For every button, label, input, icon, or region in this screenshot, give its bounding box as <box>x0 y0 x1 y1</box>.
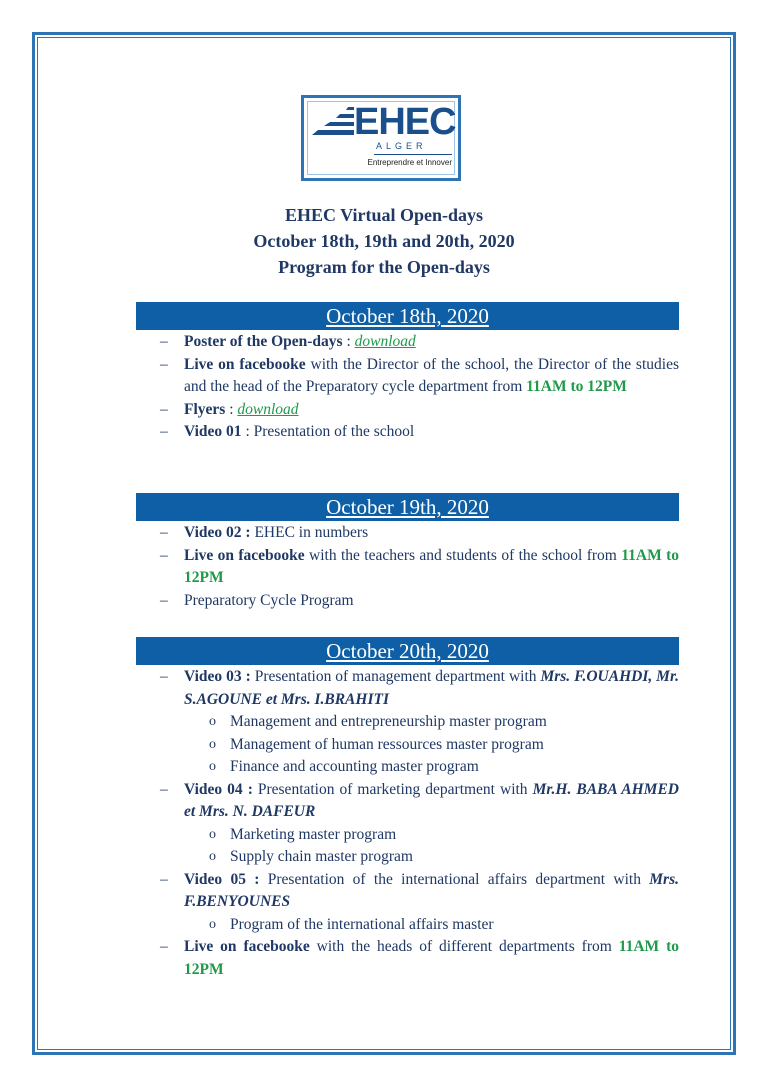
day3-list <box>136 666 679 981</box>
section-title: October 20th, 2020 <box>326 639 489 663</box>
document-title <box>0 202 768 280</box>
list-item: – Live on facebooke with the heads of different departments from 11AM to 12PM <box>136 936 679 981</box>
list-item: – Video 04 : Presentation of marketing department with Mr.H. BABA AHMED et Mrs. N. DAFEUR <box>136 779 679 824</box>
sub-list-item: o Supply chain master program <box>136 846 679 869</box>
list-item: – Poster of the Open-days : download <box>136 331 679 354</box>
section-title: October 18th, 2020 <box>326 304 489 328</box>
logo-wordmark: EHEC <box>354 101 456 143</box>
list-item: – Preparatory Cycle Program <box>136 590 679 613</box>
sub-list-item: o Finance and accounting master program <box>136 756 679 779</box>
sub-list-item: o Management of human ressources master program <box>136 734 679 757</box>
ehec-logo <box>301 95 461 181</box>
sub-list-item: o Marketing master program <box>136 824 679 847</box>
list-item: – Video 01 : Presentation of the school <box>136 421 679 444</box>
list-item: – Live on facebooke with the teachers and students of the school from 11AM to 12PM <box>136 545 679 590</box>
logo-city: ALGER <box>376 141 427 151</box>
sub-list-item: o Management and entrepreneurship master program <box>136 711 679 734</box>
poster-download-link[interactable]: download <box>354 333 416 350</box>
list-item: – Video 05 : Presentation of the international affairs department with Mrs. F.BENYOUNES <box>136 869 679 914</box>
section-title: October 19th, 2020 <box>326 495 489 519</box>
day1-list <box>136 331 679 444</box>
list-item: – Video 02 : EHEC in numbers <box>136 522 679 545</box>
flyers-download-link[interactable]: download <box>237 400 299 418</box>
section-header-oct-19 <box>136 493 679 521</box>
logo-tagline: Entreprendre et Innover <box>367 158 452 167</box>
title-line-2: October 18th, 19th and 20th, 2020 <box>253 231 515 251</box>
sub-list-item: o Program of the international affairs master <box>136 914 679 937</box>
list-item: – Flyers : download <box>136 399 679 422</box>
day2-list <box>136 522 679 612</box>
title-line-3: Program for the Open-days <box>278 257 490 277</box>
list-item: – Live on facebooke with the Director of the school, the Director of the studies and the head of the Preparatory cycle department from 11AM to 12PM <box>136 354 679 399</box>
section-header-oct-18 <box>136 302 679 330</box>
section-header-oct-20 <box>136 637 679 665</box>
list-item: – Video 03 : Presentation of management department with Mrs. F.OUAHDI, Mr. S.AGOUNE et Mrs. I.BRAHITI <box>136 666 679 711</box>
title-line-1: EHEC Virtual Open-days <box>284 205 484 225</box>
